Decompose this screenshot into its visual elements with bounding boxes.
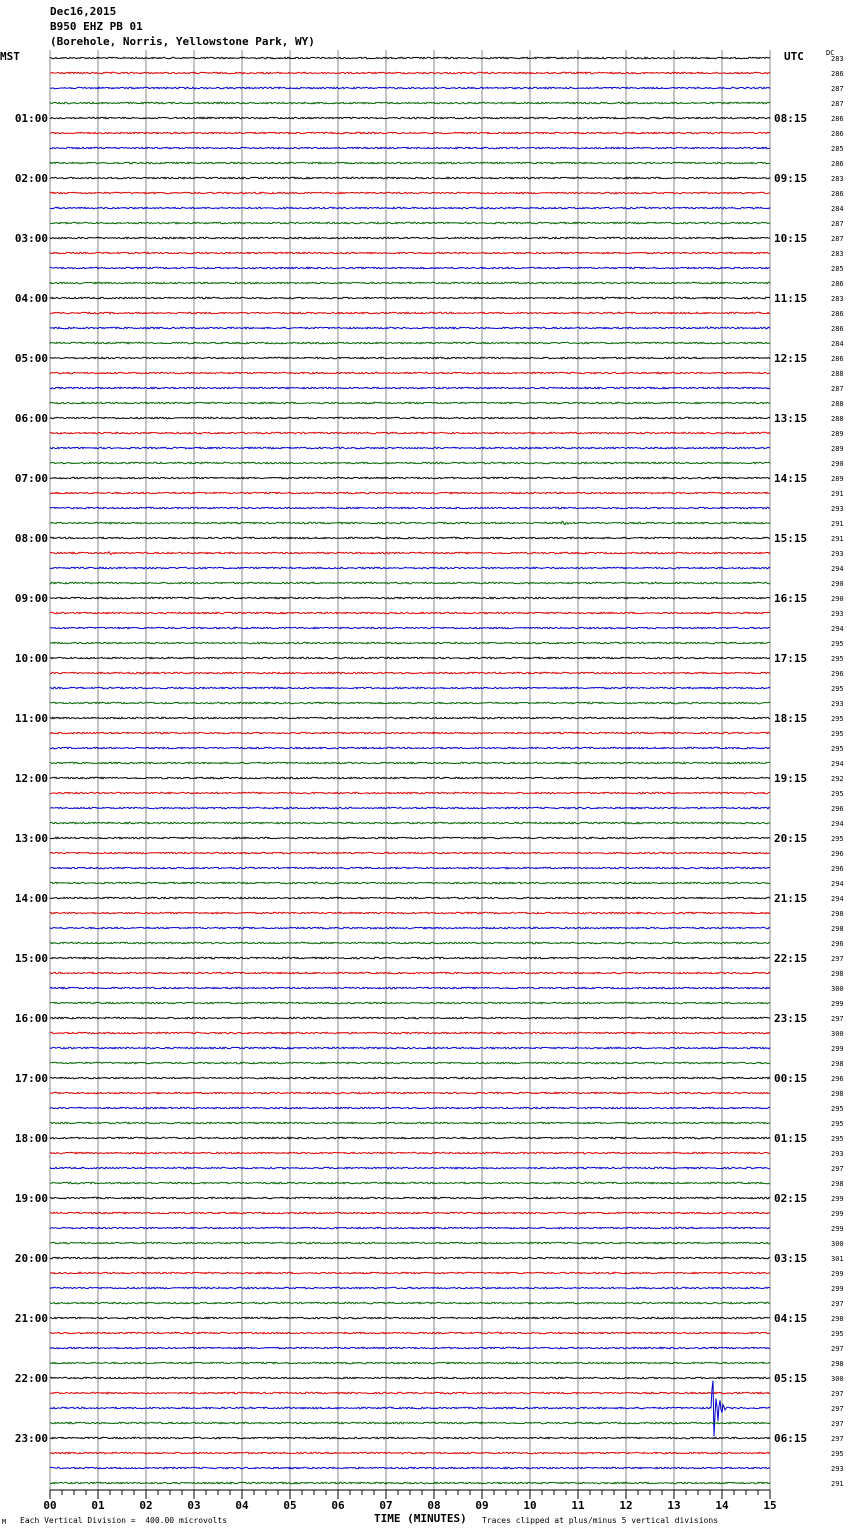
trace-row-52: [50, 837, 770, 839]
dc-offset-label: 298: [831, 1180, 844, 1188]
trace-row-89: [50, 1392, 770, 1394]
trace-row-0: [50, 57, 770, 59]
dc-offset-label: 295: [831, 715, 844, 723]
dc-offset-label: 284: [831, 340, 844, 348]
dc-offset-label: 293: [831, 1465, 844, 1473]
mst-hour-label: 18:00: [14, 1132, 48, 1145]
dc-offset-label: 285: [831, 265, 844, 273]
trace-row-45: [50, 732, 770, 734]
trace-row-67: [50, 1062, 770, 1064]
dc-offset-label: 285: [831, 145, 844, 153]
dc-offset-label: 293: [831, 1150, 844, 1158]
mst-hour-label: 01:00: [14, 112, 48, 125]
dc-offset-label: 289: [831, 445, 844, 453]
dc-offset-label: 300: [831, 1030, 844, 1038]
mst-hour-label: 22:00: [14, 1372, 48, 1385]
corner-mark: M: [2, 1518, 7, 1526]
trace-row-88: [50, 1377, 770, 1379]
dc-offset-label: 299: [831, 1195, 844, 1203]
utc-hour-label: 08:15: [774, 112, 808, 125]
dc-offset-label: 299: [831, 1210, 844, 1218]
dc-offset-label: 296: [831, 940, 844, 948]
trace-row-31: [50, 521, 770, 524]
mst-hour-label: 10:00: [14, 652, 48, 665]
dc-offset-label: 298: [831, 910, 844, 918]
trace-row-50: [50, 807, 770, 809]
utc-hour-label: 01:15: [774, 1132, 808, 1145]
dc-offset-label: 295: [831, 685, 844, 693]
trace-row-35: [50, 582, 770, 584]
trace-row-23: [50, 402, 770, 404]
mst-hour-label: 04:00: [14, 292, 48, 305]
utc-hour-label: 00:15: [774, 1072, 808, 1085]
utc-hour-label: 13:15: [774, 412, 808, 425]
trace-row-24: [50, 417, 770, 419]
trace-row-44: [50, 717, 770, 719]
dc-offset-label: 291: [831, 520, 844, 528]
dc-offset-label: 283: [831, 175, 844, 183]
dc-offset-label: 287: [831, 220, 844, 228]
dc-offset-label: 296: [831, 805, 844, 813]
dc-offset-label: 295: [831, 745, 844, 753]
trace-row-54: [50, 867, 770, 869]
mst-axis-label: MST: [0, 50, 20, 63]
trace-row-36: [50, 597, 770, 599]
trace-row-28: [50, 477, 770, 479]
dc-offset-label: 295: [831, 655, 844, 663]
mst-hour-label: 11:00: [14, 712, 48, 725]
trace-row-74: [50, 1167, 770, 1169]
dc-offset-label: 297: [831, 1390, 844, 1398]
trace-row-11: [50, 222, 770, 224]
mst-hour-label: 23:00: [14, 1432, 48, 1445]
trace-row-72: [50, 1137, 770, 1139]
dc-offset-label: 299: [831, 1045, 844, 1053]
x-tick-label: 15: [763, 1499, 777, 1512]
utc-hour-label: 10:15: [774, 232, 808, 245]
time-axis: [43, 1490, 776, 1512]
dc-offset-label: 294: [831, 880, 844, 888]
trace-row-93: [50, 1452, 770, 1454]
dc-offset-label: 295: [831, 640, 844, 648]
utc-hour-label: 19:15: [774, 772, 808, 785]
utc-hour-label: 20:15: [774, 832, 808, 845]
dc-offset-label: 299: [831, 1285, 844, 1293]
trace-row-2: [50, 87, 770, 89]
dc-offset-label: 296: [831, 1075, 844, 1083]
x-tick-label: 07: [379, 1499, 393, 1512]
utc-hour-label: 14:15: [774, 472, 808, 485]
dc-offset-label: 286: [831, 115, 844, 123]
dc-offset-label: 295: [831, 1330, 844, 1338]
trace-row-73: [50, 1152, 770, 1154]
trace-row-40: [50, 657, 770, 659]
trace-row-62: [50, 987, 770, 989]
dc-offset-label: 292: [831, 775, 844, 783]
dc-offset-label: 294: [831, 895, 844, 903]
x-axis-label: TIME (MINUTES): [374, 1512, 467, 1525]
trace-row-48: [50, 777, 770, 779]
dc-offset-label: 295: [831, 1105, 844, 1113]
dc-offset-label: 291: [831, 535, 844, 543]
mst-hour-label: 14:00: [14, 892, 48, 905]
trace-row-3: [50, 102, 770, 104]
dc-offset-label: 286: [831, 160, 844, 168]
utc-hour-label: 03:15: [774, 1252, 808, 1265]
trace-row-39: [50, 642, 770, 644]
trace-row-22: [50, 387, 770, 389]
dc-offset-label: 283: [831, 55, 844, 63]
dc-offset-label: 283: [831, 250, 844, 258]
dc-offset-label: 286: [831, 130, 844, 138]
dc-offset-label: 297: [831, 1015, 844, 1023]
trace-row-14: [50, 267, 770, 269]
trace-row-49: [50, 792, 770, 794]
trace-row-30: [50, 507, 770, 509]
dc-offset-label: 286: [831, 280, 844, 288]
utc-hour-label: 05:15: [774, 1372, 808, 1385]
x-tick-label: 09: [475, 1499, 489, 1512]
dc-offset-label: 300: [831, 1240, 844, 1248]
trace-row-17: [50, 312, 770, 314]
x-tick-label: 04: [235, 1499, 249, 1512]
trace-row-34: [50, 567, 770, 569]
trace-row-92: [50, 1437, 770, 1439]
dc-offset-label: 293: [831, 700, 844, 708]
dc-offset-label: 299: [831, 1225, 844, 1233]
trace-row-9: [50, 192, 770, 194]
x-tick-label: 12: [619, 1499, 633, 1512]
mst-hour-label: 08:00: [14, 532, 48, 545]
trace-row-90: [50, 1381, 770, 1437]
x-tick-label: 13: [667, 1499, 681, 1512]
trace-row-60: [50, 957, 770, 959]
trace-row-61: [50, 972, 770, 974]
trace-row-76: [50, 1197, 770, 1199]
dc-offset-label: 298: [831, 925, 844, 933]
mst-hour-label: 17:00: [14, 1072, 48, 1085]
dc-offset-label: 293: [831, 550, 844, 558]
mst-hour-label: 12:00: [14, 772, 48, 785]
trace-row-8: [50, 177, 770, 179]
dc-offset-label: 289: [831, 475, 844, 483]
trace-row-16: [50, 297, 770, 299]
trace-row-18: [50, 327, 770, 329]
trace-row-32: [50, 537, 770, 539]
dc-offset-label: 286: [831, 325, 844, 333]
dc-offset-label: 296: [831, 865, 844, 873]
trace-row-41: [50, 672, 770, 674]
trace-row-59: [50, 942, 770, 944]
location-title: (Borehole, Norris, Yellowstone Park, WY): [50, 35, 315, 48]
trace-row-78: [50, 1227, 770, 1229]
dc-offset-label: 297: [831, 1300, 844, 1308]
trace-row-55: [50, 882, 770, 884]
dc-offset-label: 300: [831, 1375, 844, 1383]
dc-offset-label: 288: [831, 370, 844, 378]
trace-row-70: [50, 1107, 770, 1109]
dc-offset-label: 299: [831, 1000, 844, 1008]
utc-hour-label: 04:15: [774, 1312, 808, 1325]
dc-offset-label: 286: [831, 310, 844, 318]
trace-row-87: [50, 1362, 770, 1364]
trace-row-64: [50, 1017, 770, 1019]
trace-row-83: [50, 1302, 770, 1304]
trace-row-65: [50, 1032, 770, 1034]
trace-row-85: [50, 1332, 770, 1334]
trace-row-19: [50, 342, 770, 344]
trace-row-38: [50, 627, 770, 629]
utc-hour-label: 22:15: [774, 952, 808, 965]
dc-offset-label: 298: [831, 1360, 844, 1368]
trace-row-56: [50, 897, 770, 899]
dc-offset-label: 301: [831, 1255, 844, 1263]
utc-hour-label: 21:15: [774, 892, 808, 905]
dc-header-label: DC: [826, 49, 835, 57]
trace-row-81: [50, 1272, 770, 1274]
trace-row-94: [50, 1467, 770, 1469]
seismic-traces: [50, 57, 770, 1484]
trace-row-66: [50, 1047, 770, 1049]
mst-hour-label: 03:00: [14, 232, 48, 245]
dc-offset-label: 298: [831, 1090, 844, 1098]
utc-hour-label: 16:15: [774, 592, 808, 605]
x-tick-label: 05: [283, 1499, 297, 1512]
dc-offset-label: 298: [831, 1315, 844, 1323]
trace-row-42: [50, 687, 770, 689]
mst-hour-label: 02:00: [14, 172, 48, 185]
dc-offset-label: 288: [831, 415, 844, 423]
x-tick-label: 14: [715, 1499, 729, 1512]
x-tick-label: 06: [331, 1499, 345, 1512]
trace-row-75: [50, 1182, 770, 1184]
trace-row-6: [50, 147, 770, 149]
mst-hour-label: 16:00: [14, 1012, 48, 1025]
utc-hour-label: 06:15: [774, 1432, 808, 1445]
trace-row-47: [50, 762, 770, 764]
dc-offset-label: 297: [831, 955, 844, 963]
dc-offset-label: 296: [831, 850, 844, 858]
trace-row-4: [50, 117, 770, 119]
trace-row-20: [50, 357, 770, 359]
utc-hour-label: 17:15: [774, 652, 808, 665]
dc-offset-label: 298: [831, 1060, 844, 1068]
dc-offset-label: 287: [831, 100, 844, 108]
dc-offset-label: 295: [831, 790, 844, 798]
mst-hour-label: 19:00: [14, 1192, 48, 1205]
trace-row-27: [50, 462, 770, 464]
trace-row-69: [50, 1092, 770, 1094]
dc-offset-label: 288: [831, 400, 844, 408]
trace-row-13: [50, 252, 770, 254]
dc-offset-label: 300: [831, 985, 844, 993]
utc-hour-label: 11:15: [774, 292, 808, 305]
utc-hour-label: 23:15: [774, 1012, 808, 1025]
dc-offset-label: 294: [831, 760, 844, 768]
utc-hour-label: 02:15: [774, 1192, 808, 1205]
trace-row-71: [50, 1122, 770, 1124]
dc-offset-label: 290: [831, 580, 844, 588]
trace-row-26: [50, 447, 770, 449]
dc-offset-label: 293: [831, 505, 844, 513]
dc-offset-label: 290: [831, 595, 844, 603]
trace-row-79: [50, 1242, 770, 1244]
dc-offset-label: 284: [831, 205, 844, 213]
dc-offset-label: 295: [831, 835, 844, 843]
dc-offset-label: 295: [831, 730, 844, 738]
dc-offset-label: 286: [831, 190, 844, 198]
x-tick-label: 08: [427, 1499, 441, 1512]
dc-offset-label: 297: [831, 1405, 844, 1413]
dc-offset-label: 294: [831, 565, 844, 573]
x-tick-label: 00: [43, 1499, 57, 1512]
dc-offset-label: 286: [831, 355, 844, 363]
mst-hour-label: 20:00: [14, 1252, 48, 1265]
trace-row-1: [50, 72, 770, 74]
trace-row-82: [50, 1287, 770, 1289]
dc-offset-label: 294: [831, 820, 844, 828]
dc-offset-label: 291: [831, 1480, 844, 1488]
dc-offset-label: 296: [831, 670, 844, 678]
trace-row-43: [50, 702, 770, 704]
station-title: B950 EHZ PB 01: [50, 20, 143, 33]
clip-note: Traces clipped at plus/minus 5 vertical divisions: [482, 1516, 719, 1525]
dc-offset-label: 283: [831, 295, 844, 303]
dc-offset-label: 297: [831, 1435, 844, 1443]
trace-row-77: [50, 1212, 770, 1214]
mst-hour-label: 07:00: [14, 472, 48, 485]
dc-offset-label: 294: [831, 625, 844, 633]
dc-offset-label: 293: [831, 610, 844, 618]
vertical-division-note: Each Vertical Division = 400.00 microvolts: [20, 1516, 228, 1525]
dc-offset-label: 286: [831, 70, 844, 78]
mst-hour-label: 09:00: [14, 592, 48, 605]
dc-offset-label: 287: [831, 235, 844, 243]
trace-row-7: [50, 162, 770, 164]
trace-row-91: [50, 1422, 770, 1424]
mst-hour-label: 21:00: [14, 1312, 48, 1325]
trace-row-46: [50, 747, 770, 749]
date-title: Dec16,2015: [50, 5, 117, 18]
trace-row-21: [50, 372, 770, 374]
mst-hour-label: 15:00: [14, 952, 48, 965]
utc-axis-label: UTC: [784, 50, 804, 63]
trace-row-25: [50, 432, 770, 434]
trace-row-15: [50, 282, 770, 284]
dc-offset-label: 299: [831, 1270, 844, 1278]
trace-row-29: [50, 492, 770, 494]
dc-offset-label: 295: [831, 1120, 844, 1128]
dc-offset-label: 289: [831, 430, 844, 438]
mst-hour-label: 13:00: [14, 832, 48, 845]
x-tick-label: 01: [91, 1499, 105, 1512]
trace-row-84: [50, 1317, 770, 1319]
dc-offset-label: 297: [831, 1420, 844, 1428]
dc-offset-label: 295: [831, 1450, 844, 1458]
mst-hour-label: 05:00: [14, 352, 48, 365]
dc-offset-label: 298: [831, 970, 844, 978]
dc-offset-label: 291: [831, 490, 844, 498]
mst-hour-label: 06:00: [14, 412, 48, 425]
trace-row-63: [50, 1002, 770, 1004]
trace-row-57: [50, 912, 770, 914]
x-tick-label: 11: [571, 1499, 585, 1512]
utc-hour-label: 18:15: [774, 712, 808, 725]
dc-offset-label: 287: [831, 85, 844, 93]
dc-offset-label: 287: [831, 385, 844, 393]
dc-offset-label: 297: [831, 1165, 844, 1173]
utc-hour-label: 12:15: [774, 352, 808, 365]
trace-row-95: [50, 1482, 770, 1484]
trace-row-10: [50, 207, 770, 209]
trace-row-5: [50, 132, 770, 134]
trace-row-80: [50, 1257, 770, 1259]
trace-row-37: [50, 612, 770, 614]
utc-hour-label: 09:15: [774, 172, 808, 185]
trace-row-12: [50, 237, 770, 239]
x-tick-label: 10: [523, 1499, 537, 1512]
dc-offset-label: 297: [831, 1345, 844, 1353]
minute-gridlines: [50, 50, 770, 1490]
trace-row-68: [50, 1077, 770, 1079]
x-tick-label: 02: [139, 1499, 153, 1512]
utc-hour-label: 15:15: [774, 532, 808, 545]
trace-row-51: [50, 822, 770, 824]
trace-row-53: [50, 852, 770, 854]
trace-row-58: [50, 927, 770, 929]
x-tick-label: 03: [187, 1499, 201, 1512]
trace-row-86: [50, 1347, 770, 1349]
dc-offset-label: 295: [831, 1135, 844, 1143]
trace-row-33: [50, 552, 770, 555]
dc-offset-label: 290: [831, 460, 844, 468]
